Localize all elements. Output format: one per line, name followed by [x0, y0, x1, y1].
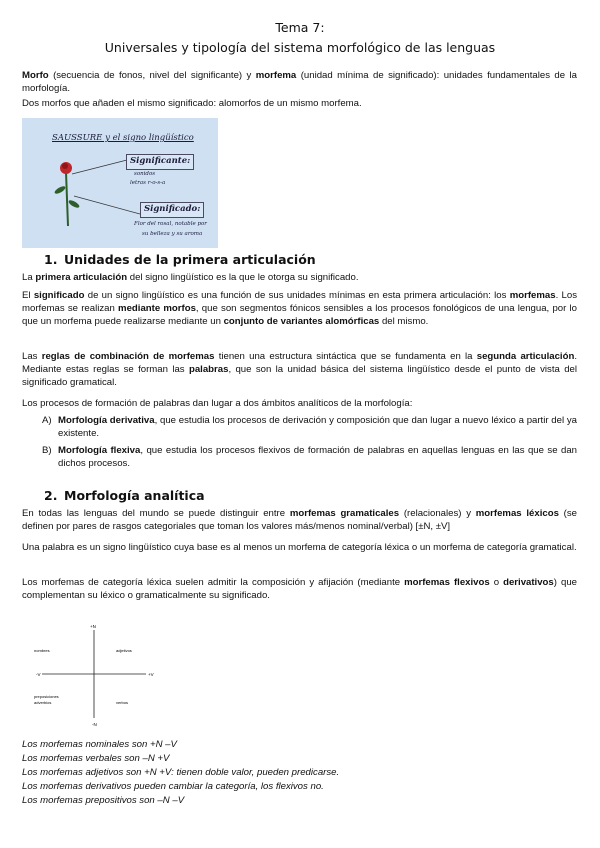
- text-run: (se definen por pares de rasgos categoriales que toman los valores más/menos nominal/verbal) [±N, ±V]: [22, 508, 578, 533]
- diagram-right-label: +V: [148, 672, 154, 677]
- text-run: Los morfemas de categoría léxica suelen admitir la composición y afijación (mediante: [22, 577, 405, 588]
- bold-term: reglas de combinación de morfemas: [41, 351, 215, 362]
- diagram-top-label: +N: [90, 624, 96, 629]
- significado-line2: su belleza y su aroma: [142, 231, 203, 237]
- text-run: (secuencia de fonos, nivel del significante) y: [48, 70, 256, 81]
- text-run: , que son segmentos fónicos sensibles a los procesos fonológicos de una lengua, por lo que un morfema puede realizarse mediante un: [22, 303, 577, 328]
- significante-label: Significante:: [130, 156, 191, 166]
- text-run: del mismo.: [379, 316, 429, 328]
- diagram-bottom-label: -N: [92, 722, 97, 727]
- intro-paragraph-morfo: [22, 69, 577, 95]
- bold-term: mediante morfos: [118, 303, 196, 315]
- quadrant-preposiciones: preposiciones: [34, 694, 59, 699]
- section-1-number: 1.: [44, 252, 58, 267]
- quadrant-verbos: verbos: [116, 700, 129, 705]
- bold-term: palabras: [188, 364, 229, 376]
- quadrant-nombres: nombres: [34, 648, 50, 653]
- text-run: Las: [22, 351, 42, 362]
- saussure-sign-image: [22, 118, 218, 248]
- significante-line2: letras r-o-s-a: [130, 180, 166, 186]
- arrow-to-significado: [74, 196, 140, 214]
- bold-term: morfemas gramaticales: [289, 508, 400, 519]
- categorial-features-diagram: [22, 622, 182, 732]
- bold-term: Morfo: [22, 70, 49, 81]
- significado-label: Significado:: [144, 204, 201, 214]
- rose-bloom-inner: [62, 163, 68, 169]
- saussure-image-title: SAUSSURE y el signo lingüístico: [52, 133, 194, 143]
- section-2-paragraph-2: Una palabra es un signo lingüístico cuya base es al menos un morfema de categoría léxica o un morfema de categoría gramatical.: [22, 542, 577, 553]
- text-run: tienen una estructura sintáctica que se fundamenta en la: [214, 351, 477, 362]
- note-line: Los morfemas adjetivos son +N +V: tienen doble valor, pueden predicarse.: [22, 767, 340, 778]
- note-line: Los morfemas prepositivos son –N –V: [22, 795, 185, 806]
- section-2-heading: [44, 488, 205, 504]
- text-run: del signo lingüístico es la que le otorga su significado.: [127, 272, 359, 283]
- rose-icon: [22, 118, 218, 248]
- section-1-heading: [44, 252, 316, 268]
- arrow-to-significante: [72, 160, 127, 174]
- text-run: . Mediante estas reglas se forman las: [22, 351, 577, 376]
- section-2-paragraph-1: [22, 507, 577, 533]
- bold-term: morfemas léxicos: [475, 508, 559, 519]
- list-item-morfologia-derivativa: [42, 414, 577, 440]
- section-1-paragraph-4: Los procesos de formación de palabras dan lugar a dos ámbitos analíticos de la morfología:: [22, 398, 413, 409]
- bold-term: morfemas flexivos: [404, 577, 490, 588]
- text-run: o: [489, 577, 504, 588]
- section-2-title: Morfología analítica: [64, 488, 205, 503]
- quadrant-adjetivos: adjetivos: [116, 648, 132, 653]
- list-marker: B): [42, 445, 52, 456]
- text-run: (unidad mínima de significado): unidades fundamentales de la morfología.: [22, 70, 577, 95]
- bold-term: segunda articulación: [476, 351, 575, 362]
- bold-term: Morfología flexiva: [58, 445, 141, 456]
- section-1-title: Unidades de la primera articulación: [64, 252, 316, 267]
- doc-title-line1: Tema 7:: [275, 20, 325, 35]
- section-1-paragraph-2: [22, 289, 577, 329]
- rose-leaf-left: [54, 185, 67, 195]
- text-run: El: [22, 290, 34, 301]
- note-line: Los morfemas verbales son –N +V: [22, 753, 170, 764]
- bold-term: conjunto de variantes alomórficas: [223, 316, 380, 328]
- text-run: , que estudia los procesos de derivación y composición que dan lugar a nuevo léxico a partir del ya existente.: [58, 415, 577, 440]
- list-item-morfologia-flexiva: [42, 444, 577, 470]
- bold-term: Morfología derivativa: [58, 415, 155, 426]
- diagram-left-label: -V: [36, 672, 41, 677]
- note-line: Los morfemas derivativos pueden cambiar la categoría, los flexivos no.: [22, 781, 324, 792]
- text-run: , que estudia los procesos flexivos de formación de palabras en aquellas lenguas en las que se dan dichos procesos.: [58, 445, 578, 470]
- quadrant-adverbios: adverbios: [34, 700, 52, 705]
- list-item-text: [58, 444, 577, 470]
- note-line: Los morfemas nominales son +N –V: [22, 739, 177, 750]
- rose-stem: [66, 172, 68, 226]
- text-run: . Los morfemas se realizan: [22, 290, 577, 315]
- text-run: La: [22, 272, 36, 283]
- bold-term: derivativos: [503, 577, 554, 588]
- list-item-text: [58, 414, 577, 440]
- bold-term: morfema: [255, 70, 297, 81]
- section-1-paragraph-1: [22, 271, 577, 284]
- bold-term: morfemas: [509, 290, 556, 301]
- section-2-number: 2.: [44, 488, 58, 503]
- bold-term: primera articulación: [35, 272, 128, 283]
- doc-title-line2: Universales y tipología del sistema morfológico de las lenguas: [104, 40, 496, 55]
- text-run: En todas las lenguas del mundo se puede distinguir entre: [22, 508, 290, 519]
- section-1-paragraph-3: [22, 350, 577, 390]
- intro-paragraph-alomorfos: Dos morfos que añaden el mismo significado: alomorfos de un mismo morfema.: [22, 98, 362, 109]
- significante-line1: sonidos: [134, 171, 156, 177]
- rose-leaf-right: [68, 199, 81, 209]
- significado-line1: Flor del rosal, notable por: [134, 221, 207, 227]
- bold-term: significado: [33, 290, 85, 301]
- text-run: de un signo lingüístico es una función de sus unidades mínimas en esta primera articulación: los: [84, 290, 510, 301]
- section-2-paragraph-3: [22, 576, 577, 602]
- text-run: ) que complementan su léxico o gramaticalmente su significado.: [22, 577, 577, 602]
- text-run: (relacionales) y: [399, 508, 476, 519]
- list-marker: A): [42, 415, 52, 426]
- text-run: , que son la unidad básica del sistema lingüístico desde el punto de vista del significado gramatical.: [22, 364, 578, 389]
